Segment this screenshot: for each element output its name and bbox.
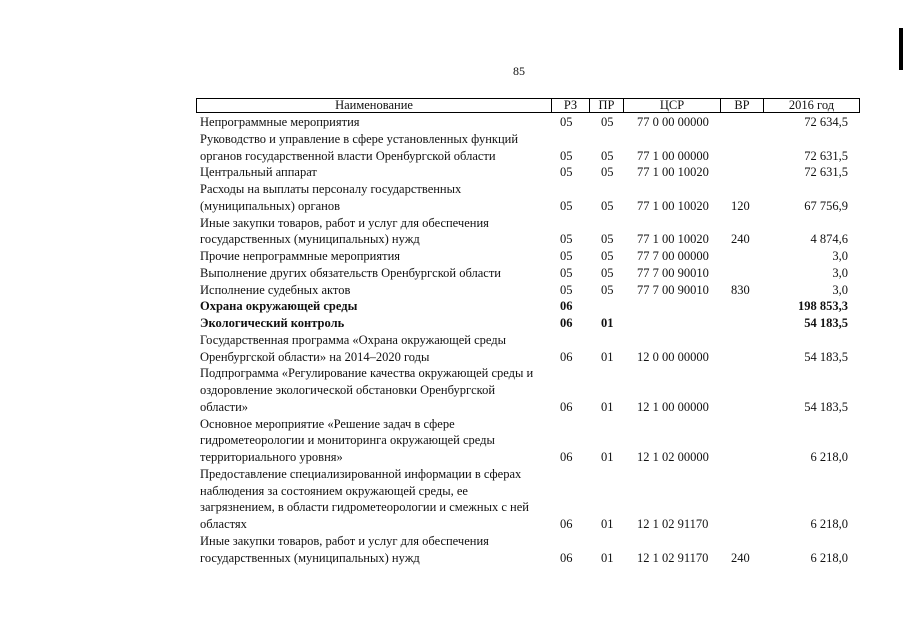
row-csr: 12 0 00 00000 <box>637 349 709 364</box>
table-row <box>196 249 860 266</box>
row-name-line: Расходы на выплаты персоналу государственных <box>200 182 462 196</box>
row-pr: 05 <box>601 115 614 129</box>
row-name-line: государственных (муниципальных) нужд <box>200 232 420 247</box>
row-rz: 05 <box>560 148 573 163</box>
row-amount: 72 631,5 <box>804 165 848 180</box>
row-csr: 77 7 00 90010 <box>637 265 709 280</box>
header-vr: ВР <box>721 99 764 112</box>
row-amount: 4 874,6 <box>810 232 848 247</box>
row-name-line: оздоровление экологической обстановки Оренбургской <box>200 383 496 397</box>
row-rz: 06 <box>560 550 573 565</box>
header-rz: РЗ <box>552 99 590 112</box>
row-pr: 05 <box>601 249 614 263</box>
row-rz: 05 <box>560 165 573 180</box>
table-row <box>196 417 860 467</box>
table-row <box>196 132 860 166</box>
row-rz: 06 <box>560 349 573 364</box>
row-name-line: Прочие непрограммные мероприятия <box>200 249 401 263</box>
row-csr: 77 1 00 10020 <box>637 198 709 213</box>
row-pr: 01 <box>601 349 614 364</box>
row-name-line: Непрограммные мероприятия <box>200 115 360 129</box>
row-amount: 54 183,5 <box>804 316 848 330</box>
row-name-line: наблюдения за состоянием окружающей среды, ее <box>200 483 468 498</box>
row-rz: 06 <box>560 517 573 531</box>
row-pr: 05 <box>601 198 614 213</box>
table-header <box>196 98 860 113</box>
row-pr: 05 <box>601 265 614 280</box>
row-vr: 240 <box>731 232 750 247</box>
row-rz: 05 <box>560 249 573 263</box>
row-amount: 198 853,3 <box>798 299 848 314</box>
row-rz: 05 <box>560 282 573 297</box>
row-csr: 77 7 00 00000 <box>637 249 709 263</box>
row-csr: 12 1 02 91170 <box>637 517 709 531</box>
row-name-line: загрязнением, в области гидрометеорологии и смежных с ней <box>200 500 529 515</box>
header-pr: ПР <box>590 99 624 112</box>
row-name-line: Исполнение судебных актов <box>200 282 351 297</box>
row-vr: 830 <box>731 282 750 297</box>
table-row <box>196 216 860 250</box>
page-number: 85 <box>513 64 525 78</box>
row-name-line: Руководство и управление в сфере установленных функций <box>200 131 519 146</box>
row-name-line: органов государственной власти Оренбургской области <box>200 148 496 163</box>
row-name-line: Центральный аппарат <box>200 165 317 180</box>
table-row <box>196 333 860 367</box>
row-rz: 05 <box>560 265 573 280</box>
row-name-line: (муниципальных) органов <box>200 198 341 213</box>
table-row <box>196 165 860 182</box>
row-name-line: Иные закупки товаров, работ и услуг для обеспечения <box>200 533 489 548</box>
row-pr: 05 <box>601 232 614 247</box>
row-name-line: территориального уровня» <box>200 450 343 464</box>
row-pr: 05 <box>601 148 614 163</box>
header-csr: ЦСР <box>624 99 721 112</box>
row-csr: 77 0 00 00000 <box>637 115 709 129</box>
row-csr: 12 1 02 00000 <box>637 450 709 464</box>
scan-edge-mark <box>899 28 903 70</box>
row-name-line: Оренбургской области» на 2014–2020 годы <box>200 349 430 364</box>
row-amount: 67 756,9 <box>804 198 848 213</box>
row-amount: 6 218,0 <box>810 550 848 565</box>
row-name-line: Государственная программа «Охрана окружающей среды <box>200 332 507 347</box>
row-csr: 12 1 02 91170 <box>637 550 709 565</box>
row-name-line: Выполнение других обязательств Оренбургской области <box>200 265 501 280</box>
row-amount: 54 183,5 <box>804 349 848 364</box>
row-rz: 06 <box>560 299 573 314</box>
row-rz: 05 <box>560 115 573 129</box>
budget-table-body <box>196 115 860 567</box>
table-row <box>196 283 860 300</box>
row-pr: 05 <box>601 165 614 180</box>
table-row <box>196 467 860 534</box>
table-row <box>196 115 860 132</box>
row-amount: 6 218,0 <box>810 517 848 531</box>
row-rz: 06 <box>560 316 573 330</box>
row-name-line: государственных (муниципальных) нужд <box>200 550 420 565</box>
row-vr: 120 <box>731 198 750 213</box>
row-csr: 77 1 00 00000 <box>637 148 709 163</box>
row-name-line: Иные закупки товаров, работ и услуг для обеспечения <box>200 215 489 230</box>
row-name-line: Охрана окружающей среды <box>200 299 358 314</box>
header-year: 2016 год <box>788 98 835 112</box>
row-name-line: гидрометеорологии и мониторинга окружающей среды <box>200 433 495 448</box>
table-row <box>196 534 860 568</box>
row-pr: 01 <box>601 399 614 414</box>
row-pr: 01 <box>601 550 614 565</box>
row-name-line: области» <box>200 399 249 414</box>
row-csr: 77 1 00 10020 <box>637 232 709 247</box>
row-csr: 77 1 00 10020 <box>637 165 709 180</box>
table-row <box>196 366 860 416</box>
row-name-line: Основное мероприятие «Решение задач в сфере <box>200 416 455 431</box>
row-pr: 01 <box>601 450 614 464</box>
row-vr: 240 <box>731 550 750 565</box>
row-pr: 05 <box>601 282 614 297</box>
row-amount: 6 218,0 <box>810 450 848 464</box>
row-amount: 72 631,5 <box>804 148 848 163</box>
table-row <box>196 316 860 333</box>
row-name-line: Предоставление специализированной информации в сферах <box>200 466 522 481</box>
row-amount: 3,0 <box>832 249 848 263</box>
row-amount: 54 183,5 <box>804 399 848 414</box>
row-pr: 01 <box>601 316 614 330</box>
table-row <box>196 182 860 216</box>
row-amount: 3,0 <box>832 282 848 297</box>
row-rz: 06 <box>560 399 573 414</box>
row-amount: 3,0 <box>832 265 848 280</box>
row-amount: 72 634,5 <box>804 115 848 129</box>
row-pr: 01 <box>601 517 614 531</box>
row-rz: 05 <box>560 198 573 213</box>
header-name: Наименование <box>197 99 552 112</box>
row-csr: 12 1 00 00000 <box>637 399 709 414</box>
row-name-line: Экологический контроль <box>200 316 345 330</box>
row-rz: 05 <box>560 232 573 247</box>
row-name-line: Подпрограмма «Регулирование качества окружающей среды и <box>200 366 534 381</box>
row-rz: 06 <box>560 450 573 464</box>
row-csr: 77 7 00 90010 <box>637 282 709 297</box>
table-row <box>196 266 860 283</box>
table-row <box>196 299 860 316</box>
row-name-line: областях <box>200 517 247 531</box>
